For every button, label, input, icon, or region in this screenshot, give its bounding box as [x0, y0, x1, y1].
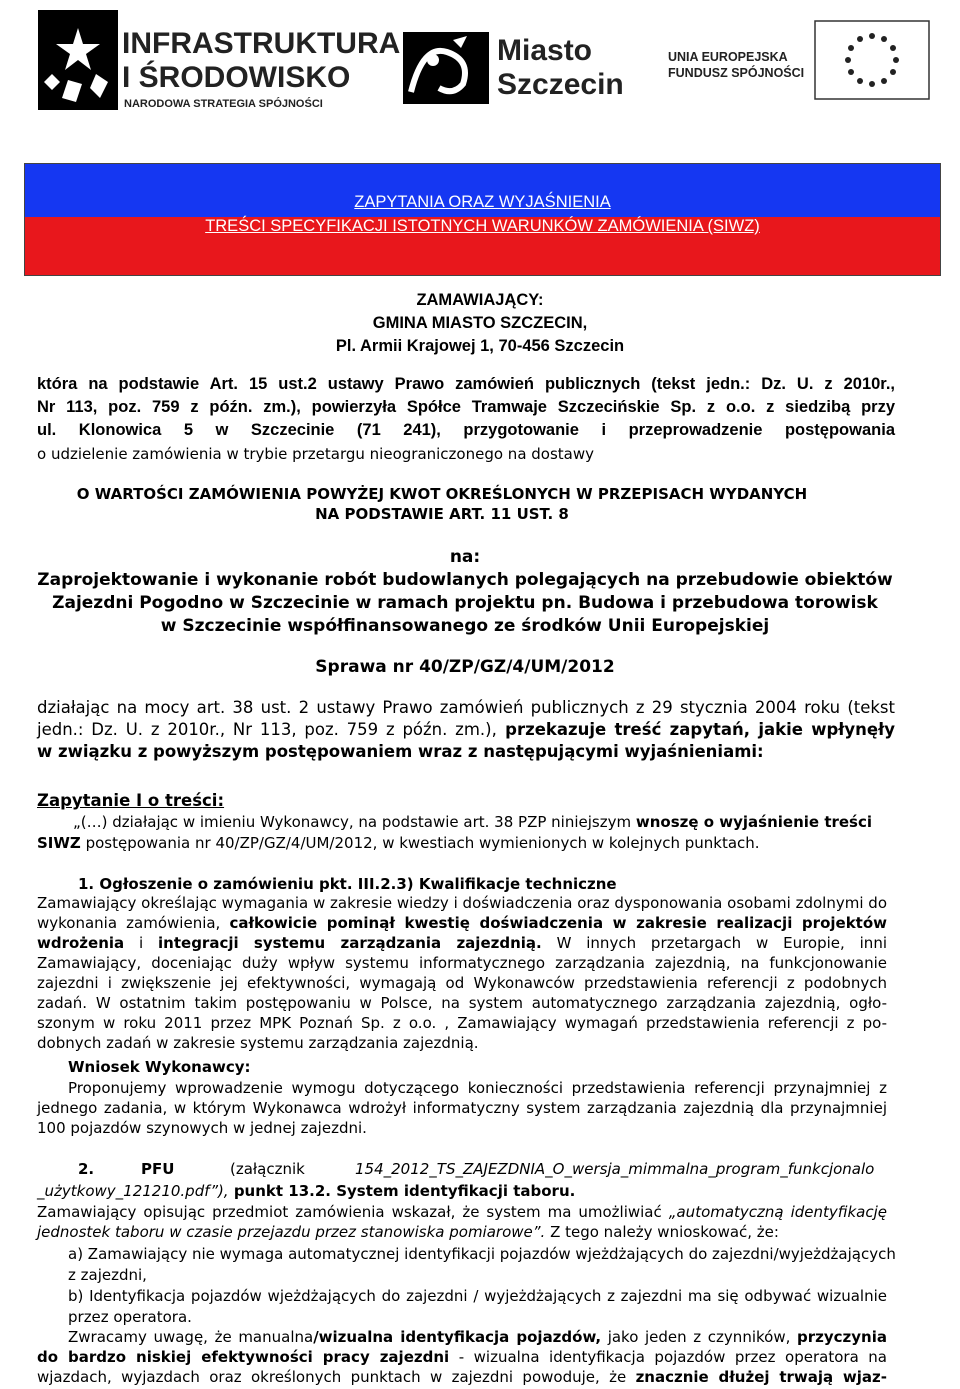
- p2-remark-bold-b: /wizualna identyfikacja pojazdów,: [313, 1328, 602, 1346]
- ue-line2: FUNDUSZ SPÓJNOŚCI: [668, 66, 805, 80]
- p1-line3-text-d: W innych przetargach w Europie, inni: [541, 934, 887, 952]
- infrastruktura-logo: [38, 10, 401, 115]
- p2-remark-line3: [37, 1367, 887, 1387]
- infra-line3: NARODOWA STRATEGIA SPÓJNOŚCI: [124, 98, 323, 110]
- zapytanie-line1: [73, 812, 872, 832]
- p2-remark-line2: [37, 1347, 887, 1367]
- p2-item-b-cont: przez operatora.: [68, 1308, 192, 1326]
- p1-line: zajezdni i zwiększenie jej efektywności, wymagają od Wykonawców przedstawienia referencji z podobnych: [37, 974, 887, 992]
- p2-remark-text-a: Zwracamy uwagę, że manualna: [68, 1328, 314, 1346]
- p2-quote-cont: jednostek taboru w czasie przejazdu przez stanowiska pomiarowe”.: [37, 1223, 546, 1241]
- ue-line1: UNIA EUROPEJSKA: [668, 50, 788, 64]
- banner-title-line2: TREŚCI SPECYFIKACJI ISTOTNYCH WARUNKÓW ZAMÓWIENIA (SIWZ): [205, 217, 760, 235]
- wniosek-line: jednego zadania, w którym Wykonawca wdrożył informatyczny system zarządzania zajezdnią dla przynajmniej: [37, 1099, 887, 1117]
- wniosek-line: Proponujemy wprowadzenie wymogu dotyczącego konieczności przedstawienia referencji przynajmniej z: [68, 1079, 887, 1097]
- p2-item-a: a) Zamawiający nie wymaga automatycznej identyfikacji pojazdów wjeżdżających do zajezdni/wyjeżdżających: [68, 1245, 896, 1263]
- intro-line: o udzielenie zamówienia w trybie przetargu nieograniczonego na dostawy: [37, 445, 595, 463]
- zamawiajacy-address: Pl. Armii Krajowej 1, 70-456 Szczecin: [335, 337, 625, 355]
- zamawiajacy-name: GMINA MIASTO SZCZECIN,: [372, 314, 588, 332]
- p1-line: Zamawiający określając wymagania w zakresie wiedzy i doświadczenia oraz dysponowania osobami zdolnymi do: [37, 894, 887, 912]
- banner-title-line1: ZAPYTANIA ORAZ WYJAŚNIENIA: [354, 193, 611, 211]
- p2-point: punkt 13.2. System identyfikacji taboru.: [228, 1182, 576, 1200]
- dzialajac-line2-normal: jedn.: Dz. U. z 2010r., Nr 113, poz. 759 z późn. zm.),: [37, 720, 497, 739]
- subject-line: w Szczecinie współfinansowanego ze środków Unii Europejskiej: [160, 616, 770, 636]
- zapytanie-header: Zapytanie I o treści:: [37, 791, 225, 810]
- zapytanie-line1-bold: wnoszę o wyjaśnienie treści: [635, 813, 873, 831]
- p1-line3-bold-c: integracji systemu zarządzania zajezdnią.: [158, 934, 542, 952]
- p1-line: zadań. W ostatnim takim postępowaniu w Polsce, na system automatycznego zarządzania zajezdnią, ogło-: [37, 994, 887, 1012]
- wartosc-line2: NA PODSTAWIE ART. 11 UST. 8: [315, 505, 569, 523]
- wniosek-label: Wniosek Wykonawcy:: [68, 1058, 251, 1076]
- infra-line2: I ŚRODOWISKO: [122, 61, 351, 94]
- p2-remark2-text: - wizualna identyfikacja pojazdów przez operatora na: [449, 1348, 887, 1366]
- p1-heading: 1. Ogłoszenie o zamówieniu pkt. III.2.3) Kwalifikacje techniczne: [78, 875, 617, 893]
- intro-line: która na podstawie Art. 15 ust.2 ustawy Prawo zamówień publicznych (tekst jedn.: Dz. U. z 2010r.,: [37, 375, 895, 393]
- p2-remark2-bold: do bardzo niskiej efektywności pracy zajezdni: [37, 1348, 450, 1366]
- dzialajac-line2-bold: przekazuje treść zapytań, jakie wpłynęły: [496, 720, 895, 739]
- title-banner: [24, 163, 941, 276]
- p2-file-name: 154_2012_TS_ZAJEZDNIA_O_wersja_mimmalna_program_funkcjonalo: [355, 1160, 875, 1178]
- p2-remark-text-c: jako jeden z czynników,: [601, 1328, 797, 1346]
- na-label: na:: [449, 547, 481, 567]
- p2-line4: [37, 1222, 779, 1242]
- p2-line3: [37, 1202, 887, 1222]
- szczecin-emblem-icon: [403, 32, 489, 104]
- zapytanie-line2-bold: SIWZ: [37, 834, 81, 852]
- p2-file-name-cont: _użytkowy_121210.pdf”),: [37, 1182, 229, 1200]
- wniosek-line: 100 pojazdów szynowych w jednej zajezdni.: [37, 1119, 367, 1137]
- p1-line3-bold-a: wdrożenia: [37, 934, 125, 952]
- miasto-szczecin-logo: [403, 32, 633, 107]
- p1-line: Zamawiający, doceniając duży wpływ systemu informatycznego zarządzania zajezdnią, na funkcjonowanie: [37, 954, 887, 972]
- intro-line: Nr 113, poz. 759 z późn. zm.), powierzyła Spółce Tramwaje Szczecińskie Sp. z o.o. z siedzibą przy: [37, 398, 895, 416]
- p2-number: 2.: [78, 1160, 95, 1178]
- subject-line: Zajezdni Pogodno w Szczecinie w ramach projektu pn. Budowa i przebudowa torowisk: [52, 593, 878, 613]
- p1-line: [37, 933, 887, 953]
- p1-line3-text-b: i: [124, 934, 159, 952]
- p2-zalacznik: (załącznik: [230, 1160, 305, 1178]
- dzialajac-line3: w związku z powyższym postępowaniem wraz z następującymi wyjaśnieniami:: [37, 742, 764, 761]
- zapytanie-line2-text: postępowania nr 40/ZP/GZ/4/UM/2012, w kwestiach wymienionych w kolejnych punktach.: [80, 834, 760, 852]
- infra-line1: INFRASTRUKTURA: [122, 27, 401, 60]
- p2-desc-text: Zamawiający opisując przedmiot zamówienia wskazał, że system ma umożliwiać: [37, 1203, 669, 1221]
- intro-line: ul. Klonowica 5 w Szczecinie (71 241), przygotowanie i przeprowadzenie postępowania: [37, 421, 895, 439]
- dzialajac-line1: działając na mocy art. 38 ust. 2 ustawy Prawo zamówień publicznych z 29 stycznia 2004 roku (tekst: [37, 698, 895, 717]
- p2-item-b: b) Identyfikacja pojazdów wjeżdżających do zajezdni / wyjeżdżających z zajezdni ma się odbywać wizualnie: [68, 1287, 887, 1305]
- eu-flag-icon: [814, 20, 930, 100]
- p1-line2-text: wykonania zamówienia,: [37, 914, 230, 932]
- p2-remark-line1: [68, 1327, 887, 1347]
- p1-line2-bold: całkowicie pominął kwestię doświadczenia w zakresie realizacji projektów: [229, 914, 887, 932]
- p2-conclusion: Z tego należy wnioskować, że:: [545, 1223, 779, 1241]
- zapytanie-line1-text: „(…) działając w imieniu Wykonawcy, na podstawie art. 38 PZP niniejszym: [73, 813, 636, 831]
- unia-europejska-logo: [668, 16, 933, 111]
- sprawa-number: Sprawa nr 40/ZP/GZ/4/UM/2012: [315, 657, 615, 677]
- p1-line: [37, 913, 887, 933]
- p1-line: szonym w roku 2011 przez MPK Poznań Sp. z o.o. , Zamawiający wymagań przedstawienia referencji z po-: [37, 1014, 887, 1032]
- subject-line: Zaprojektowanie i wykonanie robót budowlanych polegających na przebudowie obiektów: [37, 570, 893, 590]
- p2-desc-quote: „automatyczną identyfikację: [668, 1203, 887, 1221]
- p2-pfu: PFU: [141, 1160, 175, 1178]
- dzialajac-line2: [37, 719, 895, 741]
- zapytanie-line2: [37, 833, 760, 853]
- miasto-line2: Szczecin: [497, 68, 624, 101]
- p1-line: dobnych zadań w zakresie systemu zarządzania zajezdnią.: [37, 1034, 479, 1052]
- p2-remark3-bold: znacznie dłużej trwają wjaz-: [635, 1368, 888, 1386]
- p2-remark-bold-d: przyczynia: [797, 1328, 887, 1346]
- p2-line2: [37, 1181, 575, 1201]
- zamawiajacy-label: ZAMAWIAJĄCY:: [416, 291, 544, 309]
- p2-remark3-text: wjazdach, wyjazdach oraz określonych punktach w zajezdni powoduje, że: [37, 1368, 636, 1386]
- p2-item-a-cont: z zajezdni,: [68, 1266, 147, 1284]
- miasto-line1: Miasto: [497, 34, 593, 67]
- infrastruktura-emblem-icon: [38, 10, 118, 110]
- wartosc-line1: O WARTOŚCI ZAMÓWIENIA POWYŻEJ KWOT OKREŚLONYCH W PRZEPISACH WYDANYCH: [76, 485, 808, 503]
